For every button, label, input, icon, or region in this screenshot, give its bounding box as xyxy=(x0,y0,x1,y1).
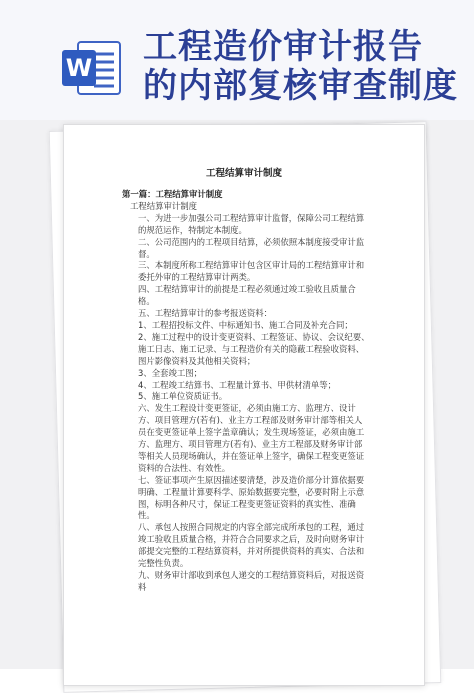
document-paragraph: 八、承包人按照合同规定的内容全部完成所承包的工程，通过竣工验收且质量合格，并符合合同要求之后，及时向财务审计部提交完整的工程结算资料，并对所提供资料的真实、合法和完整性负责。 xyxy=(138,522,365,569)
document-paragraph: 1、工程招投标文件、中标通知书、施工合同及补充合同； xyxy=(138,319,353,330)
document-paragraph: 5、施工单位资质证书。 xyxy=(138,391,228,402)
document-paragraph: 4、工程竣工结算书、工程量计算书、甲供材清单等； xyxy=(138,379,336,390)
page-title-line1: 工程造价审计报告 xyxy=(143,27,423,67)
document-paragraph: 一、为进一步加强公司工程结算审计监督，保障公司工程结算的规范运作，特制定本制度。 xyxy=(138,212,365,235)
word-document-icon xyxy=(60,40,122,96)
word-icon-letter: W xyxy=(65,54,93,82)
chapter-heading: 第一篇：工程结算审计制度 xyxy=(122,189,223,199)
document-paragraph: 三、本制度所称工程结算审计包含区审计局的工程结算审计和委托外审的工程结算审计两类。 xyxy=(138,260,365,283)
document-title: 工程结算审计制度 xyxy=(205,168,282,179)
document-page xyxy=(63,124,425,686)
document-paragraph: 2、施工过程中的设计变更资料、工程签证、协议、会议纪要、施工日志、施工记录、与工程造价有关的隐蔽工程验收资料、图片影像资料及其他相关资料； xyxy=(138,331,370,366)
document-paragraph: 六、发生工程设计变更签证，必须由施工方、监理方、设计方、项目管理方(若有)、业主方工程部及财务审计部等相关人员在变更签证单上签字盖章确认；发生现场签证，必须由施工方、监理方、项目管理方(若有)、业主方工程部及财务审计部等相关人员现场确认，并在签证单上签字，确保工程变更签证资料的合法性、有效性。 xyxy=(138,403,365,473)
document-paragraph: 九、财务审计部收到承包人递交的工程结算资料后，对报送资料 xyxy=(138,570,365,592)
document-paragraph: 七、签证事项产生原因描述要清楚，涉及造价部分计算依据要明确、工程量计算要科学、原始数据要完整，必要时附上示意图，标明各种尺寸，保证工程变更签证资料的真实性、准确性。 xyxy=(138,474,365,521)
document-paragraph: 二、公司范围内的工程项目结算，必须依照本制度接受审计监督。 xyxy=(138,236,365,259)
document-paragraph: 四、工程结算审计的前提是工程必须通过竣工验收且质量合格。 xyxy=(138,284,356,307)
page-title xyxy=(143,28,463,106)
header-banner xyxy=(0,0,474,120)
document-body xyxy=(122,189,370,594)
document-paragraph: 3、全套竣工图； xyxy=(138,367,202,378)
document-paragraph: 工程结算审计制度 xyxy=(130,200,197,211)
document-paragraph: 五、工程结算审计的参考报送资料： xyxy=(138,308,272,319)
page-title-line2: 的内部复核审查制度 xyxy=(143,66,458,106)
